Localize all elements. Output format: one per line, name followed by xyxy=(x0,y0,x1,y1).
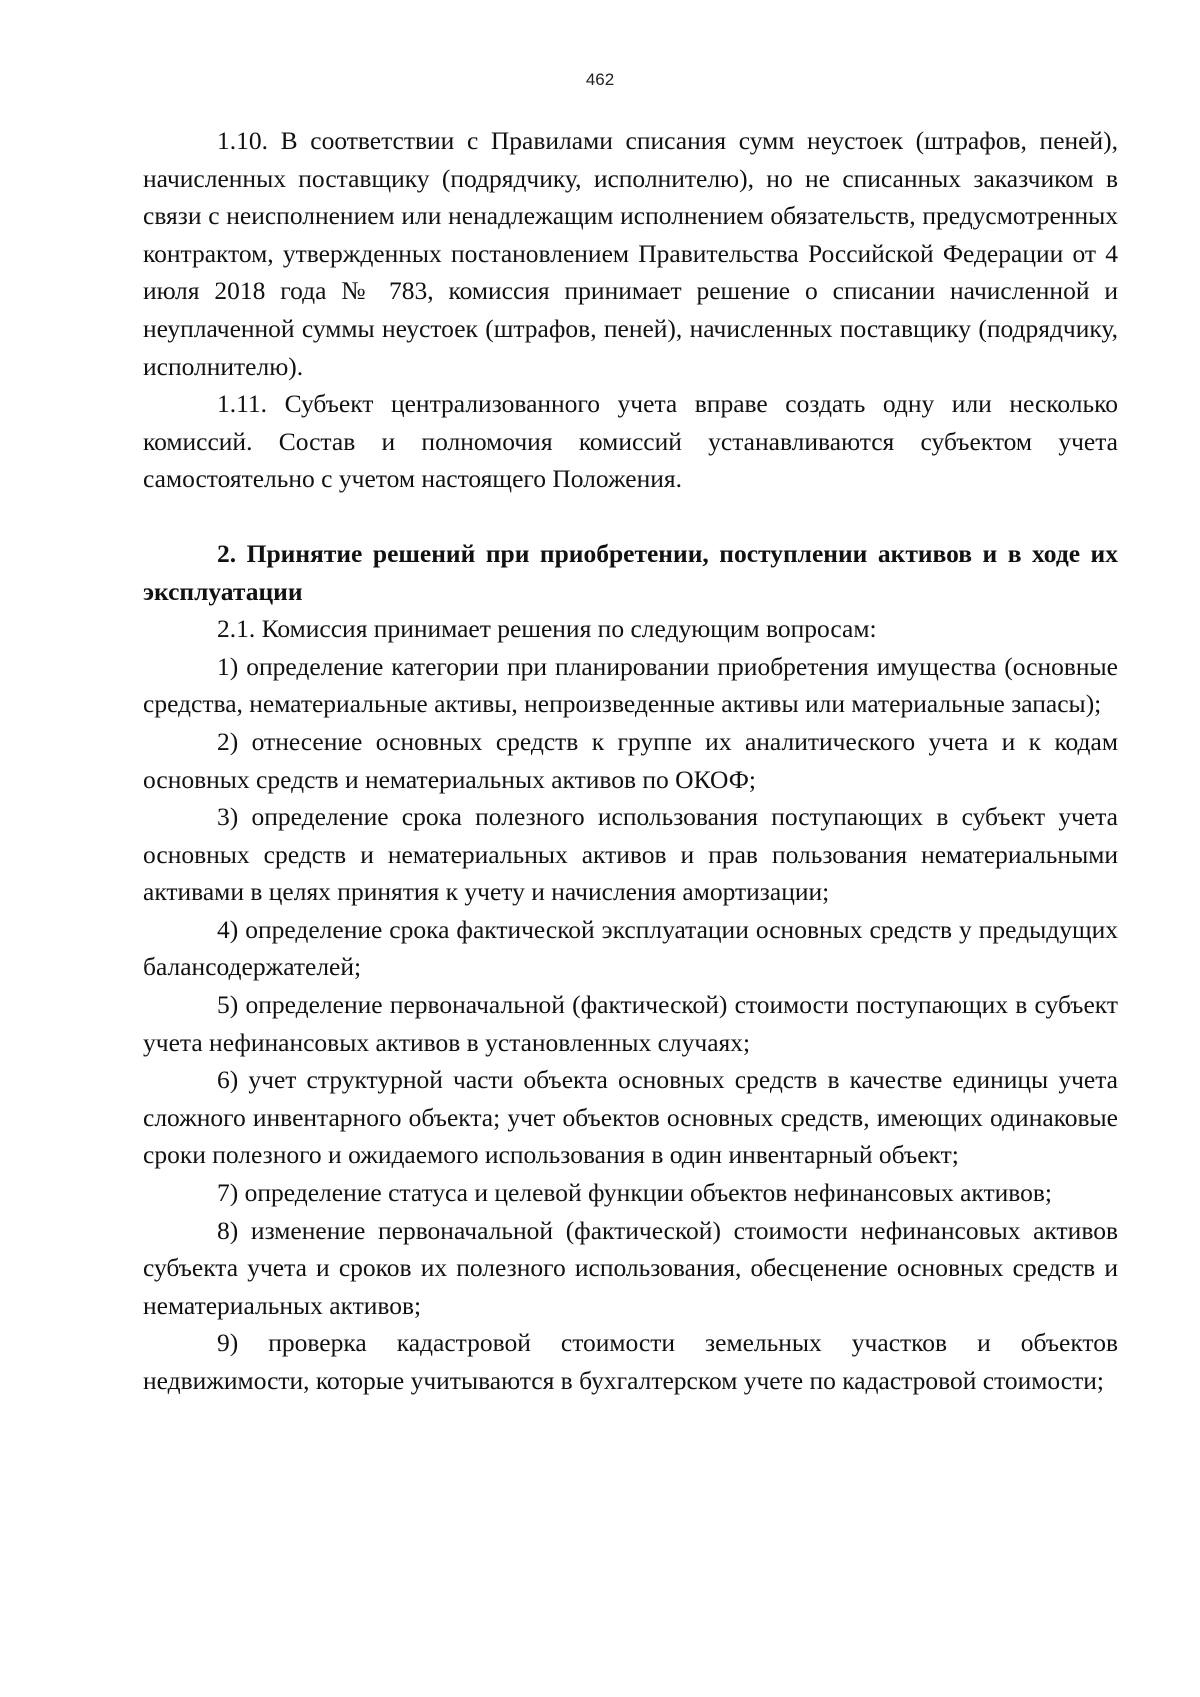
list-item: 9) проверка кадастровой стоимости земельных участков и объектов недвижимости, которые учитываются в бухгалтерском учете по кадастровой стоимости; xyxy=(143,1328,1118,1395)
list-item: 5) определение первоначальной (фактической) стоимости поступающих в субъект учета нефинансовых активов в установленных случаях; xyxy=(143,990,1118,1057)
list-item: 4) определение срока фактической эксплуатации основных средств у предыдущих балансодержателей; xyxy=(143,914,1118,982)
paragraph-1-10: 1.10. В соответствии с Правилами списания сумм неустоек (штрафов, пеней), начисленных поставщику (подрядчику, исполнителю), но не списанных заказчиком в связи с неисполнением или ненадлежащим исполнением обязательств, предусмотренных контрактом, утвержденных постановлением Правительства Российской Федерации от 4 июля 2018 года № 783, комиссия принимает решение о списании начисленной и неуплаченной суммы неустоек (штрафов, пеней), начисленных поставщику (подрядчику, исполнителю). xyxy=(143,126,1118,381)
list-item: 3) определение срока полезного использования поступающих в субъект учета основных средств и нематериальных активов и прав пользования нематериальными активами в целях принятия к учету и начисления амортизации; xyxy=(143,802,1118,907)
list-item: 2) отнесение основных средств к группе их аналитического учета и к кодам основных средств и нематериальных активов по ОКОФ; xyxy=(143,726,1118,794)
paragraph-2-1: 2.1. Комиссия принимает решения по следующим вопросам: xyxy=(217,614,877,644)
page-number: 462 xyxy=(585,70,615,89)
list-item: 6) учет структурной части объекта основных средств в качестве единицы учета сложного инвентарного объекта; учет объектов основных средств, имеющих одинаковые сроки полезного и ожидаемого использования в один инвентарный объект; xyxy=(143,1065,1118,1170)
list-item: 7) определение статуса и целевой функции объектов нефинансовых активов; xyxy=(217,1178,1052,1208)
section-spacer xyxy=(143,498,1118,535)
list-item: 8) изменение первоначальной (фактической) стоимости нефинансовых активов субъекта учета и сроков их полезного использования, обесценение основных средств и нематериальных активов; xyxy=(143,1215,1118,1320)
list-item: 1) определение категории при планировании приобретения имущества (основные средства, нематериальные активы, непроизведенные активы или материальные запасы); xyxy=(143,651,1118,719)
document-body xyxy=(143,122,1118,1400)
section-heading: 2. Принятие решений при приобретении, поступлении активов и в ходе их эксплуатации xyxy=(143,538,1118,606)
paragraph-1-11: 1.11. Субъект централизованного учета вправе создать одну или несколько комиссий. Состав и полномочия комиссий устанавливаются субъектом учета самостоятельно с учетом настоящего Положения. xyxy=(143,389,1118,494)
